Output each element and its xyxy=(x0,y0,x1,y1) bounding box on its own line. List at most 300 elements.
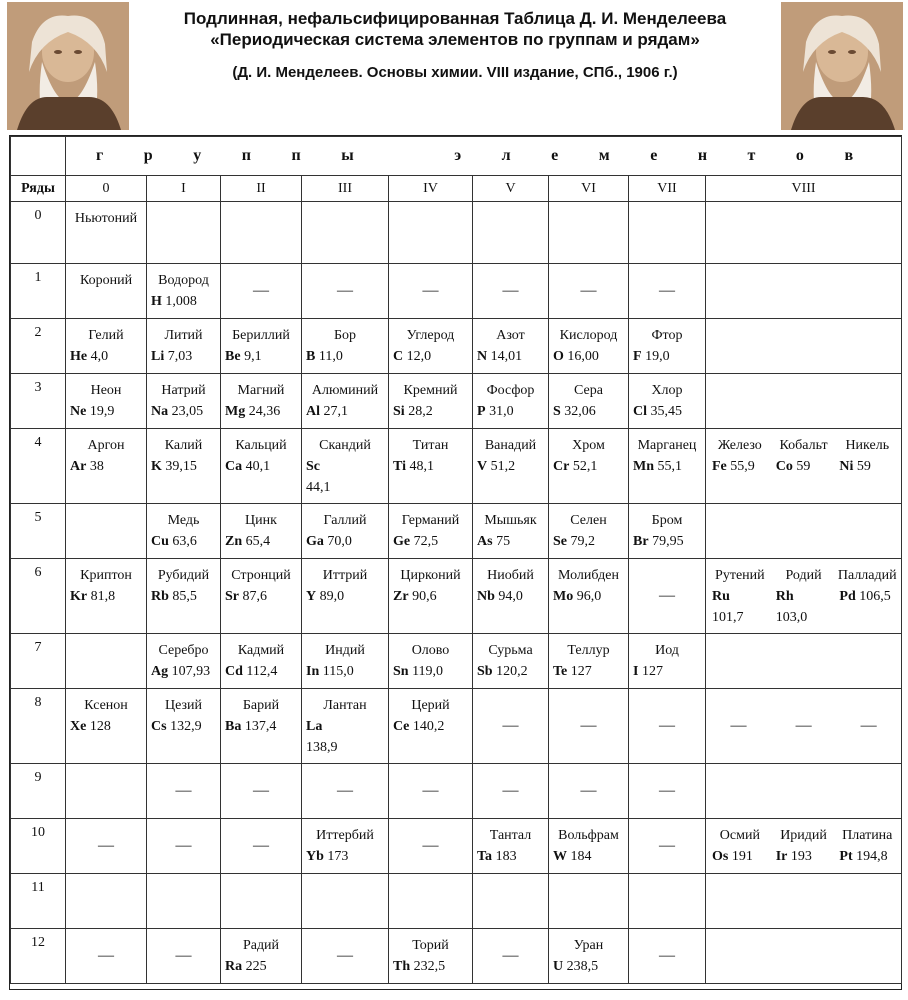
dash: — xyxy=(175,782,192,799)
element-symbol: H xyxy=(151,294,162,309)
element-symbol-weight xyxy=(710,586,770,628)
element-name: Сурьма xyxy=(488,643,533,658)
element-name: Иод xyxy=(655,643,679,658)
element-name: Цезий xyxy=(164,698,202,713)
empty-cell xyxy=(549,874,629,929)
atomic-weight: 75 xyxy=(496,534,511,549)
element-cell xyxy=(147,429,221,504)
element-cell xyxy=(66,319,147,374)
element-symbol-weight xyxy=(551,846,626,867)
element-name: Сера xyxy=(574,383,603,398)
element-symbol: Ge xyxy=(393,534,411,549)
element-name: Родий xyxy=(785,568,822,583)
element xyxy=(391,935,470,977)
dash: — xyxy=(659,837,675,854)
dash-cell xyxy=(389,764,473,819)
element-symbol: Yb xyxy=(306,849,324,864)
element-symbol: Os xyxy=(712,849,729,864)
element-symbol: Ag xyxy=(151,664,169,679)
element xyxy=(304,325,386,367)
element-name: Рубидий xyxy=(157,568,210,583)
element-symbol-weight xyxy=(475,586,546,607)
table-row xyxy=(11,874,902,929)
element-name: Олово xyxy=(411,643,450,658)
empty-cell xyxy=(706,504,902,559)
element-cell xyxy=(302,634,389,689)
atomic-weight: 232,5 xyxy=(413,959,446,974)
empty-cell xyxy=(389,202,473,264)
element xyxy=(149,695,218,737)
element xyxy=(774,825,834,867)
atomic-weight: 59 xyxy=(856,459,871,474)
element-symbol: Kr xyxy=(70,589,88,604)
element-symbol-weight xyxy=(304,346,386,367)
element-name: Палладий xyxy=(837,568,897,583)
empty-cell xyxy=(629,202,706,264)
element-name: Лантан xyxy=(323,698,367,713)
group-header-V: V xyxy=(473,176,549,202)
element-name: Иридий xyxy=(780,828,827,843)
atomic-weight: 16,00 xyxy=(567,349,599,364)
group-header-IV: IV xyxy=(389,176,473,202)
element-symbol: Ce xyxy=(393,719,410,734)
table-row xyxy=(11,819,902,874)
element-symbol-weight xyxy=(391,401,470,422)
element-symbol: Pd xyxy=(839,589,856,604)
element-symbol-weight xyxy=(149,661,218,682)
atomic-weight: 173 xyxy=(327,849,349,864)
row-number: 9 xyxy=(11,764,66,819)
element-symbol-weight xyxy=(837,586,897,607)
element-name: Цинк xyxy=(245,513,277,528)
element xyxy=(710,435,770,477)
dash: — xyxy=(659,947,675,964)
atomic-weight: 32,06 xyxy=(564,404,596,419)
element-name: Ксенон xyxy=(84,698,128,713)
element-symbol: Nb xyxy=(477,589,495,604)
element xyxy=(223,935,299,977)
element xyxy=(551,435,626,477)
dash-cell xyxy=(629,689,706,764)
element-name: Цирконий xyxy=(400,568,461,583)
element-name: Тантал xyxy=(489,828,532,843)
empty-cell xyxy=(66,874,147,929)
element-symbol-weight xyxy=(304,456,386,498)
element xyxy=(68,208,144,229)
element-symbol: C xyxy=(393,349,404,364)
element-symbol-weight xyxy=(223,531,299,552)
element-symbol: Sb xyxy=(477,664,493,679)
element-symbol-weight xyxy=(631,346,703,367)
dash-cell xyxy=(66,819,147,874)
empty-cell xyxy=(302,202,389,264)
element-name: Кальций xyxy=(235,438,287,453)
element-symbol-weight xyxy=(223,456,299,477)
group-header-VII: VII xyxy=(629,176,706,202)
dash: — xyxy=(580,782,597,799)
element-symbol-weight xyxy=(223,716,299,737)
table-row xyxy=(11,689,902,764)
element-symbol-weight xyxy=(774,586,834,628)
element-name: Серебро xyxy=(158,643,209,658)
element-name: Магний xyxy=(237,383,285,398)
element-symbol-weight xyxy=(223,586,299,607)
element xyxy=(475,435,546,477)
dash: — xyxy=(253,282,269,299)
atomic-weight: 127 xyxy=(570,664,592,679)
group-header-III: III xyxy=(302,176,389,202)
atomic-weight: 94,0 xyxy=(498,589,523,604)
atomic-weight: 12,0 xyxy=(406,349,432,364)
dash-cell xyxy=(706,689,902,764)
element xyxy=(391,640,470,682)
dash: — xyxy=(422,837,439,854)
dash: — xyxy=(422,782,439,799)
atomic-weight: 7,03 xyxy=(167,349,193,364)
element-symbol: Co xyxy=(775,459,793,474)
element-symbol-weight xyxy=(551,586,626,607)
element-symbol: As xyxy=(477,534,493,549)
element xyxy=(631,510,703,552)
element-symbol-weight xyxy=(68,716,144,737)
element-symbol: Te xyxy=(553,664,568,679)
atomic-weight: 191 xyxy=(731,849,753,864)
atomic-weight: 101,7 xyxy=(712,610,744,625)
document-header xyxy=(140,8,770,81)
dash-cell xyxy=(629,559,706,634)
element-symbol: In xyxy=(306,664,320,679)
element-symbol-weight xyxy=(391,531,470,552)
element-name: Ванадий xyxy=(484,438,537,453)
element-name: Торий xyxy=(412,938,449,953)
element-name: Хлор xyxy=(651,383,683,398)
element-name: Фтор xyxy=(651,328,683,343)
groups-word-letter: у xyxy=(193,147,202,164)
empty-cell xyxy=(706,264,902,319)
element xyxy=(304,640,386,682)
atomic-weight: 112,4 xyxy=(246,664,278,679)
dash-cell xyxy=(302,764,389,819)
element xyxy=(149,510,218,552)
element-cell xyxy=(473,429,549,504)
element xyxy=(68,325,144,367)
element-name: Кобальт xyxy=(779,438,828,453)
element xyxy=(475,565,546,607)
element xyxy=(631,435,703,477)
atomic-weight: 119,0 xyxy=(412,664,444,679)
empty-cell xyxy=(473,202,549,264)
dash-cell xyxy=(221,764,302,819)
element-symbol-weight xyxy=(391,661,470,682)
element-symbol: Ar xyxy=(70,459,87,474)
element xyxy=(551,825,626,867)
element-name: Углерод xyxy=(406,328,455,343)
element-cell xyxy=(66,559,147,634)
element-cell xyxy=(549,559,629,634)
atomic-weight: 70,0 xyxy=(327,534,352,549)
element-symbol: Al xyxy=(306,404,320,419)
element-name: Титан xyxy=(412,438,449,453)
element-symbol: Fe xyxy=(712,459,727,474)
element-symbol: Mg xyxy=(225,404,246,419)
dash-cell xyxy=(473,264,549,319)
element-symbol: Sc xyxy=(306,459,320,474)
element-symbol: Rb xyxy=(151,589,169,604)
group-header-VI: VI xyxy=(549,176,629,202)
element xyxy=(149,640,218,682)
element-name: Калий xyxy=(164,438,203,453)
element-symbol: Se xyxy=(553,534,567,549)
element-cell xyxy=(221,634,302,689)
atomic-weight: 19,0 xyxy=(645,349,670,364)
element-cell xyxy=(302,429,389,504)
element-symbol-weight xyxy=(551,346,626,367)
atomic-weight: 39,15 xyxy=(165,459,197,474)
element-symbol-weight xyxy=(774,846,834,867)
element xyxy=(710,825,770,867)
mendeleev-portrait-left xyxy=(7,2,129,130)
mendeleev-portrait-right xyxy=(781,2,903,130)
dash: — xyxy=(659,282,675,299)
atomic-weight: 31,0 xyxy=(489,404,514,419)
element-cell xyxy=(221,319,302,374)
element-name: Железо xyxy=(717,438,762,453)
element-symbol: Ti xyxy=(393,459,406,474)
element xyxy=(149,565,218,607)
element-symbol: K xyxy=(151,459,162,474)
element-symbol: Li xyxy=(151,349,165,364)
element-symbol-weight xyxy=(475,531,546,552)
element-symbol-weight xyxy=(149,531,218,552)
element-symbol: Ru xyxy=(712,589,730,604)
table-row xyxy=(11,929,902,984)
dash: — xyxy=(98,837,114,854)
element-symbol-weight xyxy=(68,346,144,367)
element-cell xyxy=(389,504,473,559)
element-symbol: Cs xyxy=(151,719,167,734)
atomic-weight: 72,5 xyxy=(413,534,439,549)
element-symbol-weight xyxy=(475,456,546,477)
atomic-weight: 120,2 xyxy=(496,664,528,679)
atomic-weight: 85,5 xyxy=(172,589,197,604)
element-symbol: La xyxy=(306,719,323,734)
element-symbol: Ni xyxy=(839,459,854,474)
element-symbol-weight xyxy=(304,401,386,422)
element-name: Осмий xyxy=(719,828,760,843)
element-symbol: S xyxy=(553,404,561,419)
element-symbol-weight xyxy=(304,846,386,867)
element-cell xyxy=(147,374,221,429)
table-row xyxy=(11,202,902,264)
dash: — xyxy=(659,587,675,604)
element-cell xyxy=(473,504,549,559)
element-symbol-weight xyxy=(774,456,834,477)
element xyxy=(304,695,386,758)
element-symbol: Rh xyxy=(775,589,794,604)
empty-cell xyxy=(706,374,902,429)
element-name: Короний xyxy=(79,273,133,288)
element-symbol: V xyxy=(477,459,488,474)
element xyxy=(710,565,770,628)
dash-cell xyxy=(473,689,549,764)
dash-cell xyxy=(549,764,629,819)
element-symbol: Ta xyxy=(477,849,493,864)
element-cell xyxy=(549,319,629,374)
dash-cell xyxy=(221,819,302,874)
corner-cell xyxy=(11,137,66,176)
element-symbol: Ir xyxy=(775,849,788,864)
element-symbol: Ne xyxy=(70,404,87,419)
atomic-weight: 194,8 xyxy=(856,849,888,864)
element xyxy=(391,325,470,367)
dash-cell xyxy=(147,764,221,819)
element-name: Кадмий xyxy=(237,643,285,658)
source-citation: (Д. И. Менделеев. Основы химии. VIII издание, СПб., 1906 г.) xyxy=(232,64,678,81)
element-cell xyxy=(473,374,549,429)
element-cell xyxy=(549,819,629,874)
element xyxy=(223,695,299,737)
element-name: Молибден xyxy=(558,568,619,583)
row-number: 10 xyxy=(11,819,66,874)
element-symbol-weight xyxy=(391,456,470,477)
element-cell xyxy=(389,429,473,504)
groups-word-letter: м xyxy=(598,147,610,164)
atomic-weight: 106,5 xyxy=(859,589,891,604)
element-cell xyxy=(302,504,389,559)
groups-word-letter: т xyxy=(747,147,756,164)
atomic-weight: 11,0 xyxy=(318,349,343,364)
element xyxy=(475,510,546,552)
element-cell xyxy=(549,929,629,984)
element-cell xyxy=(147,634,221,689)
empty-cell xyxy=(706,929,902,984)
element-name: Рутений xyxy=(715,568,765,583)
empty-cell xyxy=(706,874,902,929)
groups-word xyxy=(66,147,901,165)
atomic-weight: 127 xyxy=(641,664,663,679)
element-symbol: W xyxy=(553,849,567,864)
element-name: Радий xyxy=(242,938,280,953)
triad-cell xyxy=(706,819,902,874)
element xyxy=(68,695,144,737)
element-cell xyxy=(549,504,629,559)
element-name: Теллур xyxy=(567,643,610,658)
row-number: 1 xyxy=(11,264,66,319)
atomic-weight: 27,1 xyxy=(323,404,348,419)
triad-cell xyxy=(706,429,902,504)
element-symbol-weight xyxy=(223,346,299,367)
dash-cell xyxy=(221,264,302,319)
dash: — xyxy=(730,717,747,734)
element-name: Фосфор xyxy=(486,383,535,398)
element xyxy=(223,565,299,607)
element-symbol-weight xyxy=(304,531,386,552)
element-symbol-weight xyxy=(475,401,546,422)
element xyxy=(149,380,218,422)
empty-cell xyxy=(147,202,221,264)
element-name: Кремний xyxy=(403,383,458,398)
dash: — xyxy=(253,782,269,799)
row-number: 8 xyxy=(11,689,66,764)
groups-title xyxy=(66,137,902,176)
element xyxy=(551,380,626,422)
atomic-weight: 107,93 xyxy=(171,664,211,679)
element xyxy=(68,380,144,422)
group-header-I: I xyxy=(147,176,221,202)
element-symbol-weight xyxy=(551,531,626,552)
element-symbol-weight xyxy=(149,346,218,367)
atomic-weight: 193 xyxy=(790,849,812,864)
dash: — xyxy=(502,282,519,299)
element-cell xyxy=(629,429,706,504)
dash: — xyxy=(253,837,269,854)
element-cell xyxy=(549,634,629,689)
table-row xyxy=(11,374,902,429)
atomic-weight: 14,01 xyxy=(490,349,523,364)
empty-cell xyxy=(66,764,147,819)
atomic-weight: 9,1 xyxy=(244,349,262,364)
element-name: Мышьяк xyxy=(484,513,537,528)
element-symbol-weight xyxy=(149,291,218,312)
table-row xyxy=(11,504,902,559)
atomic-weight: 81,8 xyxy=(90,589,116,604)
element xyxy=(631,380,703,422)
dash: — xyxy=(502,947,519,964)
element-name: Галлий xyxy=(323,513,367,528)
row-number: 2 xyxy=(11,319,66,374)
element xyxy=(391,565,470,607)
dash: — xyxy=(795,717,812,734)
element-name: Алюминий xyxy=(311,383,379,398)
empty-cell xyxy=(221,202,302,264)
element xyxy=(68,270,144,291)
element xyxy=(631,325,703,367)
row-number: 7 xyxy=(11,634,66,689)
element-symbol: Be xyxy=(225,349,241,364)
element-symbol-weight xyxy=(149,456,218,477)
element-symbol-weight xyxy=(223,956,299,977)
element-symbol: Cr xyxy=(553,459,570,474)
groups-word-letter: в xyxy=(844,147,854,164)
element-name: Литий xyxy=(164,328,203,343)
element-name: Стронций xyxy=(231,568,291,583)
element-cell xyxy=(302,689,389,764)
element-symbol: U xyxy=(553,959,564,974)
table-row xyxy=(11,764,902,819)
element-name: Натрий xyxy=(161,383,206,398)
atomic-weight: 137,4 xyxy=(244,719,277,734)
element-symbol: B xyxy=(306,349,316,364)
element-cell xyxy=(66,374,147,429)
element-name: Азот xyxy=(496,328,525,343)
element-symbol-weight xyxy=(837,846,897,867)
element-cell xyxy=(66,202,147,264)
element-symbol: Br xyxy=(633,534,649,549)
element xyxy=(774,565,834,628)
dash: — xyxy=(98,947,114,964)
element-cell xyxy=(66,689,147,764)
element xyxy=(551,935,626,977)
groups-word-letter: о xyxy=(795,147,804,164)
element xyxy=(149,270,218,312)
element-cell xyxy=(629,319,706,374)
element-symbol: Zn xyxy=(225,534,243,549)
element-symbol-weight xyxy=(837,456,897,477)
element-cell xyxy=(473,559,549,634)
element-symbol: Sn xyxy=(393,664,409,679)
element-cell xyxy=(389,559,473,634)
dash-cell xyxy=(302,929,389,984)
